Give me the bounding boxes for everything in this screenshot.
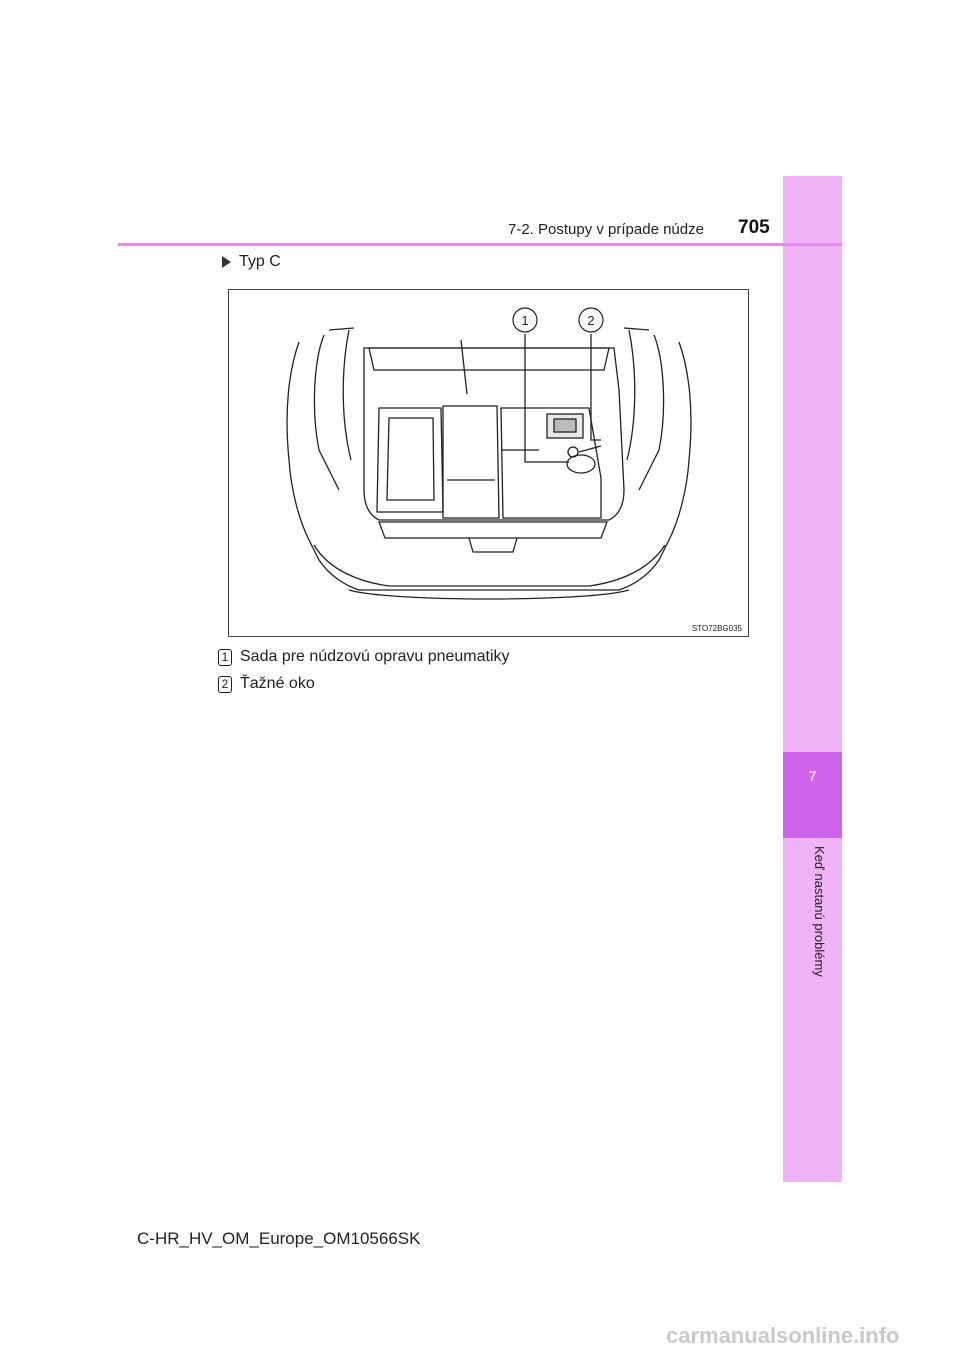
page-number: 705 [738, 217, 770, 238]
chapter-side-tab [783, 176, 842, 1182]
chapter-active-marker [783, 752, 842, 838]
chapter-number: 7 [808, 768, 817, 784]
watermark-logo: carmanualsonline.info [666, 1323, 900, 1348]
header-rule [118, 243, 842, 246]
legend-text-2: Ťažné oko [240, 675, 315, 692]
legend-number-1: 1 [218, 649, 232, 666]
legend-item-1 [218, 648, 510, 666]
legend-number-2: 2 [218, 676, 232, 693]
chapter-title: Keď nastanú problémy [812, 846, 827, 977]
triangle-bullet-icon [222, 256, 231, 268]
section-title: 7-2. Postupy v prípade núdze [508, 221, 704, 238]
variant-heading [222, 253, 281, 271]
figure-code: STO72BG035 [691, 624, 742, 633]
trunk-illustration [228, 289, 749, 637]
legend-text-1: Sada pre núdzovú opravu pneumatiky [240, 648, 510, 665]
document-code: C-HR_HV_OM_Europe_OM10566SK [137, 1229, 421, 1248]
callout-1-label: 1 [521, 313, 529, 328]
callout-2-label: 2 [587, 313, 595, 328]
variant-label: Typ C [239, 253, 281, 270]
car-trunk-drawing [229, 290, 750, 638]
legend-item-2 [218, 675, 315, 693]
